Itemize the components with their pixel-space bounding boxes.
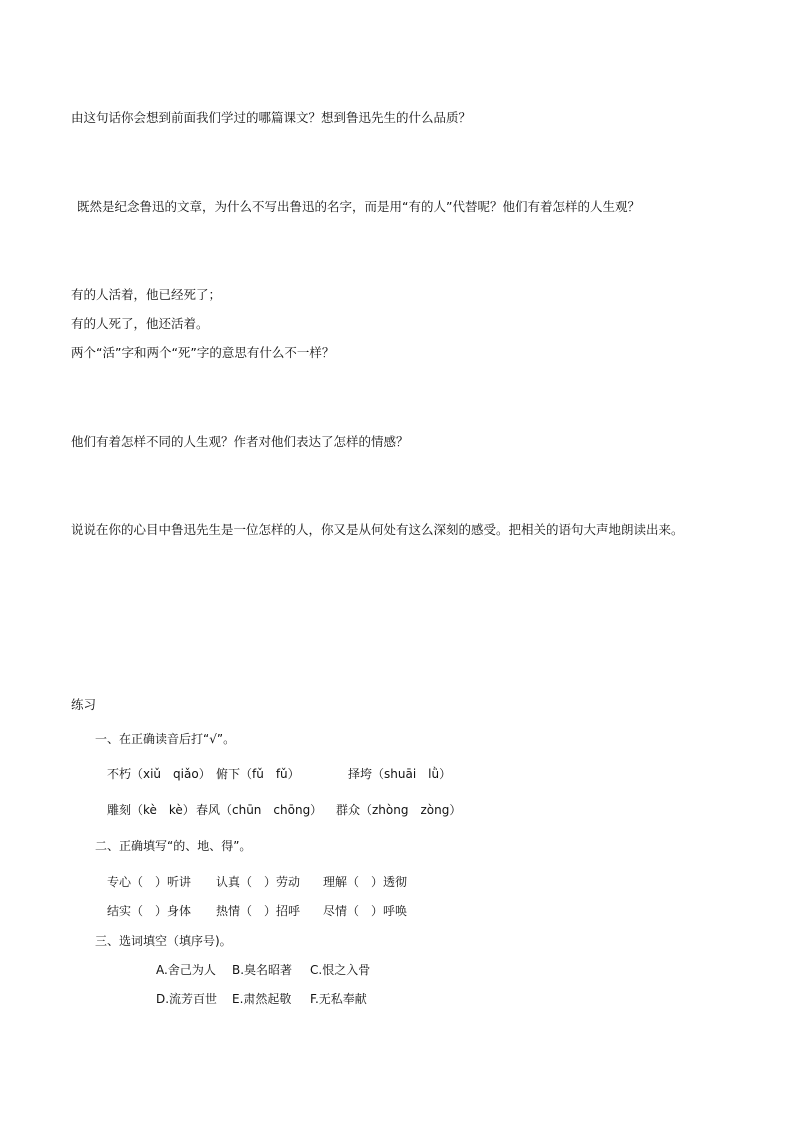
fill-blank-item: 理解（ ）透彻 xyxy=(323,875,408,889)
fill-blank-item: 结实（ ）身体 xyxy=(107,904,192,918)
exercise-title: 练习 xyxy=(71,697,97,712)
fill-blank-item: 专心（ ）听讲 xyxy=(107,875,192,889)
fill-blank-item: 尽情（ ）呼唤 xyxy=(323,904,408,918)
word-option: B.臭名昭著 xyxy=(232,963,293,977)
question-5: 说说在你的心目中鲁迅先生是一位怎样的人，你又是从何处有这么深刻的感受。把相关的语句大声地朗读出来。 xyxy=(71,522,684,537)
pinyin-item: 春风（chūn chōng） xyxy=(196,803,323,817)
question-3: 两个“活”字和两个“死”字的意思有什么不一样？ xyxy=(71,345,335,360)
word-option: E.肃然起敬 xyxy=(232,992,292,1006)
section-1-heading: 一、在正确读音后打“√”。 xyxy=(95,732,236,746)
section-2-heading: 二、正确填写“的、地、得”。 xyxy=(95,839,252,853)
word-option: F.无私奉献 xyxy=(310,992,367,1006)
word-option: C.恨之入骨 xyxy=(310,963,371,977)
pinyin-item: 群众（zhòng zòng） xyxy=(336,803,462,817)
pinyin-item: 雕刻（kè kè） xyxy=(107,803,195,817)
pinyin-item: 择垮（shuāi lǜ） xyxy=(348,767,452,781)
poem-line-2: 有的人死了，他还活着。 xyxy=(71,316,209,331)
fill-blank-item: 热情（ ）招呼 xyxy=(216,904,301,918)
pinyin-item: 不朽（xiǔ qiǎo） xyxy=(107,767,211,781)
section-3-heading: 三、选词填空（填序号)。 xyxy=(95,934,232,948)
word-option: D.流芳百世 xyxy=(156,992,218,1006)
pinyin-item: 俯下（fǔ fǔ） xyxy=(216,767,300,781)
question-1: 由这句话你会想到前面我们学过的哪篇课文？想到鲁迅先生的什么品质？ xyxy=(71,110,472,125)
question-2: 既然是纪念鲁迅的文章，为什么不写出鲁迅的名字，而是用“有的人”代替呢？他们有着怎样的人生观？ xyxy=(77,199,640,214)
question-4: 他们有着怎样不同的人生观？作者对他们表达了怎样的情感？ xyxy=(71,434,409,449)
word-option: A.舍己为人 xyxy=(156,963,216,977)
fill-blank-item: 认真（ ）劳动 xyxy=(216,875,301,889)
poem-line-1: 有的人活着，他已经死了； xyxy=(71,287,222,302)
